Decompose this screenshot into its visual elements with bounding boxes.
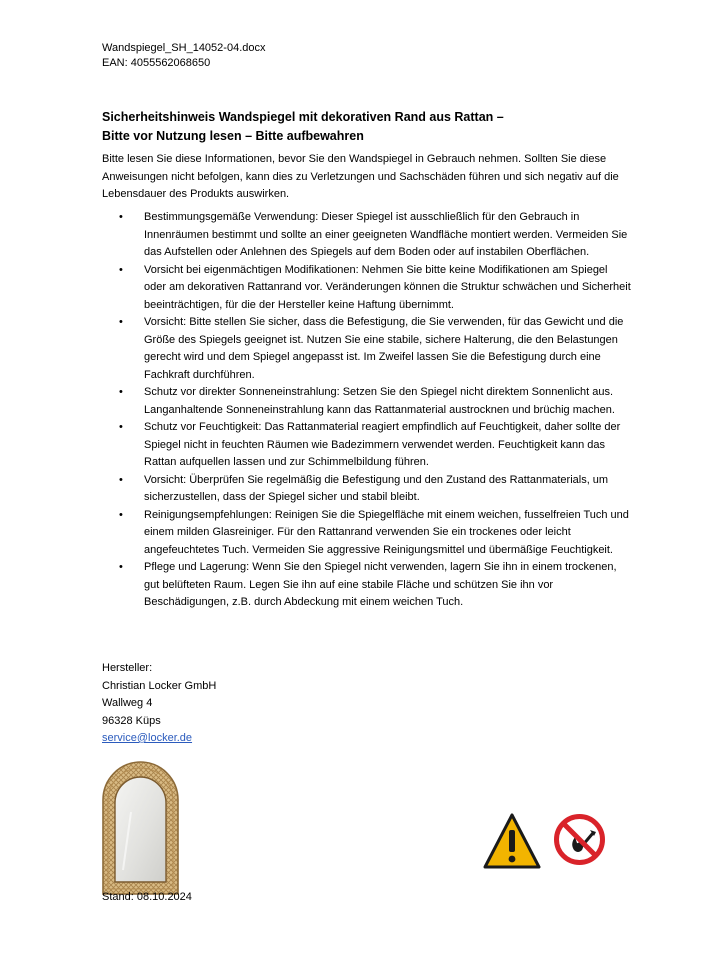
safety-instructions-list (102, 209, 632, 612)
ean-number: EAN: 4055562068650 (102, 57, 211, 69)
instruction-item: • Vorsicht: Überprüfen Sie regelmäßig die Befestigung und den Zustand des Rattanmaterials, um sicherzustellen, dass der Spiegel sicher und stabil bleibt. (102, 472, 632, 507)
manufacturer-street: Wallweg 4 (102, 697, 153, 709)
manufacturer-city: 96328 Küps (102, 714, 161, 727)
manufacturer-label: Hersteller: (102, 662, 153, 674)
intro-paragraph: Bitte lesen Sie diese Informationen, bevor Sie den Wandspiegel in Gebrauch nehmen. Sollten Sie diese Anweisungen nicht befolgen, kann dies zu Verletzungen und Sachschäden führen und sich negativ auf die Lebensdauer des Produkts auswirken. (102, 153, 619, 200)
manufacturer-address (102, 660, 216, 748)
warning-triangle-icon (483, 813, 541, 870)
document-title (102, 108, 642, 146)
instruction-item: • Reinigungsempfehlungen: Reinigen Sie die Spiegelfläche mit einem weichen, fusselfreien Tuch und einem milden Glasreiniger. Für den Rattanrand verwenden Sie ein trockenes oder leicht angefeuchtetes Tuch. Vermeiden Sie aggressive Reinigungsmittel und übermäßige Feuchtigkeit. (102, 507, 632, 560)
instruction-item: • Schutz vor Feuchtigkeit: Das Rattanmaterial reagiert empfindlich auf Feuchtigkeit, daher sollte der Spiegel nicht in feuchten Räumen wie Badezimmern verwendet werden. Feuchtigkeit kann das Rattan aufquellen lassen und zur Schimmelbildung führen. (102, 419, 632, 472)
title-line-1: Sicherheitshinweis Wandspiegel mit dekorativen Rand aus Rattan – (102, 110, 504, 124)
instruction-item: • Pflege und Lagerung: Wenn Sie den Spiegel nicht verwenden, lagern Sie ihn in einem trockenen, gut belüfteten Raum. Legen Sie ihn auf eine stabile Fläche und schützen Sie ihn vor Beschädigungen, z.B. durch Abdeckung mit einem weichen Tuch. (102, 559, 632, 612)
page-header (102, 41, 265, 71)
document-filename: Wandspiegel_SH_14052-04.docx (102, 42, 266, 54)
no-open-flame-icon (553, 813, 606, 866)
instruction-item: • Vorsicht bei eigenmächtigen Modifikationen: Nehmen Sie bitte keine Modifikationen am Spiegel oder am dekorativen Rattanrand vor. Veränderungen können die Struktur schwächen und Sicherheit beeinträchtigen, für die der Hersteller keine Haftung übernimmt. (102, 262, 632, 315)
rattan-mirror-product-image (101, 760, 180, 896)
manufacturer-name: Christian Locker GmbH (102, 679, 217, 692)
instruction-item: • Vorsicht: Bitte stellen Sie sicher, dass die Befestigung, die Sie verwenden, für das Gewicht und die Größe des Spiegels geeignet ist. Nutzen Sie eine stabile, sichere Halterung, die den Belastungen gerecht wird und dem Spiegel angepasst ist. Im Zweifel lassen Sie die Befestigung durch eine Fachkraft durchführen. (102, 314, 632, 384)
instruction-item: • Schutz vor direkter Sonneneinstrahlung: Setzen Sie den Spiegel nicht direktem Sonnenlicht aus. Langanhaltende Sonneneinstrahlung kann das Rattanmaterial austrocknen und brüchig machen. (102, 384, 632, 419)
title-line-2: Bitte vor Nutzung lesen – Bitte aufbewahren (102, 129, 364, 143)
document-date: Stand: 08.10.2024 (102, 891, 192, 903)
instruction-item: • Bestimmungsgemäße Verwendung: Dieser Spiegel ist ausschließlich für den Gebrauch in Innenräumen bestimmt und sollte an einer geeigneten Wandfläche montiert werden. Vermeiden Sie das Aufstellen oder Anlehnen des Spiegels auf dem Boden oder auf instabilen Oberflächen. (102, 209, 632, 262)
manufacturer-email-link[interactable]: service@locker.de (102, 732, 193, 744)
